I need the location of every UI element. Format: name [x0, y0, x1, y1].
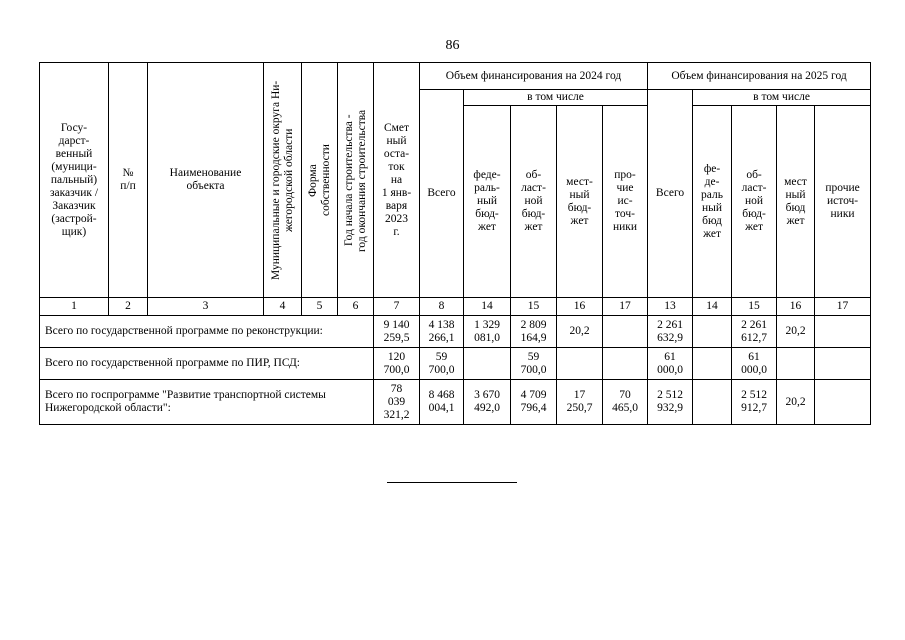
- header-local-2024: мест- ный бюд- жет: [557, 106, 603, 298]
- column-number: 14: [693, 298, 732, 316]
- cell-value: 8 468 004,1: [420, 380, 464, 425]
- cell-value: [464, 348, 511, 380]
- cell-balance: 9 140 259,5: [374, 316, 420, 348]
- cell-value: 20,2: [777, 316, 815, 348]
- cell-value: 70 465,0: [603, 380, 648, 425]
- header-other-2025: прочие источ- ники: [815, 106, 871, 298]
- header-fin-2025: Объем финансирования на 2025 год: [648, 63, 871, 90]
- cell-value: [557, 348, 603, 380]
- cell-value: 2 809 164,9: [511, 316, 557, 348]
- cell-value: 2 512 912,7: [732, 380, 777, 425]
- header-balance: Смет ный оста- ток на 1 янв- варя 2023 г.: [374, 63, 420, 298]
- column-number: 17: [815, 298, 871, 316]
- column-number: 4: [264, 298, 302, 316]
- table-row: [40, 348, 871, 380]
- header-total-2025: Всего: [648, 90, 693, 298]
- header-regional-2025: об- ласт- ной бюд- жет: [732, 106, 777, 298]
- column-number: 17: [603, 298, 648, 316]
- column-number: 5: [302, 298, 338, 316]
- column-number: 16: [557, 298, 603, 316]
- cell-value: 2 261 632,9: [648, 316, 693, 348]
- row-label: Всего по госпрограмме "Развитие транспортной системы Нижегородской области":: [40, 380, 374, 425]
- header-object-name: Наименование объекта: [148, 63, 264, 298]
- cell-value: 1 329 081,0: [464, 316, 511, 348]
- header-fin-2024: Объем финансирования на 2024 год: [420, 63, 648, 90]
- cell-value: 20,2: [777, 380, 815, 425]
- cell-value: [603, 348, 648, 380]
- header-years: Год начала строительства - год окончания строительства: [338, 63, 374, 298]
- cell-value: 3 670 492,0: [464, 380, 511, 425]
- header-federal-2024: феде- раль- ный бюд- жет: [464, 106, 511, 298]
- column-number: 8: [420, 298, 464, 316]
- row-label: Всего по государственной программе по ПИР, ПСД:: [40, 348, 374, 380]
- cell-value: [693, 348, 732, 380]
- header-federal-2025: фе- де- раль ный бюд жет: [693, 106, 732, 298]
- header-number: № п/п: [109, 63, 148, 298]
- column-number: 6: [338, 298, 374, 316]
- header-regional-2024: об- ласт- ной бюд- жет: [511, 106, 557, 298]
- cell-value: [815, 316, 871, 348]
- cell-value: 2 261 612,7: [732, 316, 777, 348]
- cell-value: 59 700,0: [420, 348, 464, 380]
- column-number: 13: [648, 298, 693, 316]
- column-number-row: [40, 298, 871, 316]
- cell-value: [815, 380, 871, 425]
- footer-separator-line: [387, 482, 517, 483]
- page-number: 86: [445, 38, 460, 53]
- cell-value: 61 000,0: [732, 348, 777, 380]
- row-label: Всего по государственной программе по реконструкции:: [40, 316, 374, 348]
- cell-value: 59 700,0: [511, 348, 557, 380]
- cell-value: [693, 380, 732, 425]
- header-ownership: Форма собственности: [302, 63, 338, 298]
- column-number: 2: [109, 298, 148, 316]
- cell-value: 4 709 796,4: [511, 380, 557, 425]
- cell-value: 61 000,0: [648, 348, 693, 380]
- cell-value: [815, 348, 871, 380]
- column-number: 7: [374, 298, 420, 316]
- header-incl-2025: в том числе: [693, 90, 871, 106]
- column-number: 15: [732, 298, 777, 316]
- header-customer: Госу- дарст- венный (муници- пальный) заказчик / Заказчик (застрой- щик): [40, 63, 109, 298]
- cell-value: 17 250,7: [557, 380, 603, 425]
- cell-value: [777, 348, 815, 380]
- header-incl-2024: в том числе: [464, 90, 648, 106]
- header-local-2025: мест ный бюд жет: [777, 106, 815, 298]
- column-number: 1: [40, 298, 109, 316]
- cell-balance: 78 039 321,2: [374, 380, 420, 425]
- table-row: [40, 316, 871, 348]
- cell-value: 4 138 266,1: [420, 316, 464, 348]
- cell-value: 20,2: [557, 316, 603, 348]
- table-row: [40, 380, 871, 425]
- column-number: 16: [777, 298, 815, 316]
- cell-balance: 120 700,0: [374, 348, 420, 380]
- header-municipal: Муниципальные и городские округа Ни- жегородской области: [264, 63, 302, 298]
- financing-table: [39, 62, 871, 425]
- header-total-2024: Всего: [420, 90, 464, 298]
- column-number: 15: [511, 298, 557, 316]
- column-number: 14: [464, 298, 511, 316]
- cell-value: [693, 316, 732, 348]
- cell-value: [603, 316, 648, 348]
- cell-value: 2 512 932,9: [648, 380, 693, 425]
- column-number: 3: [148, 298, 264, 316]
- header-other-2024: про- чие ис- точ- ники: [603, 106, 648, 298]
